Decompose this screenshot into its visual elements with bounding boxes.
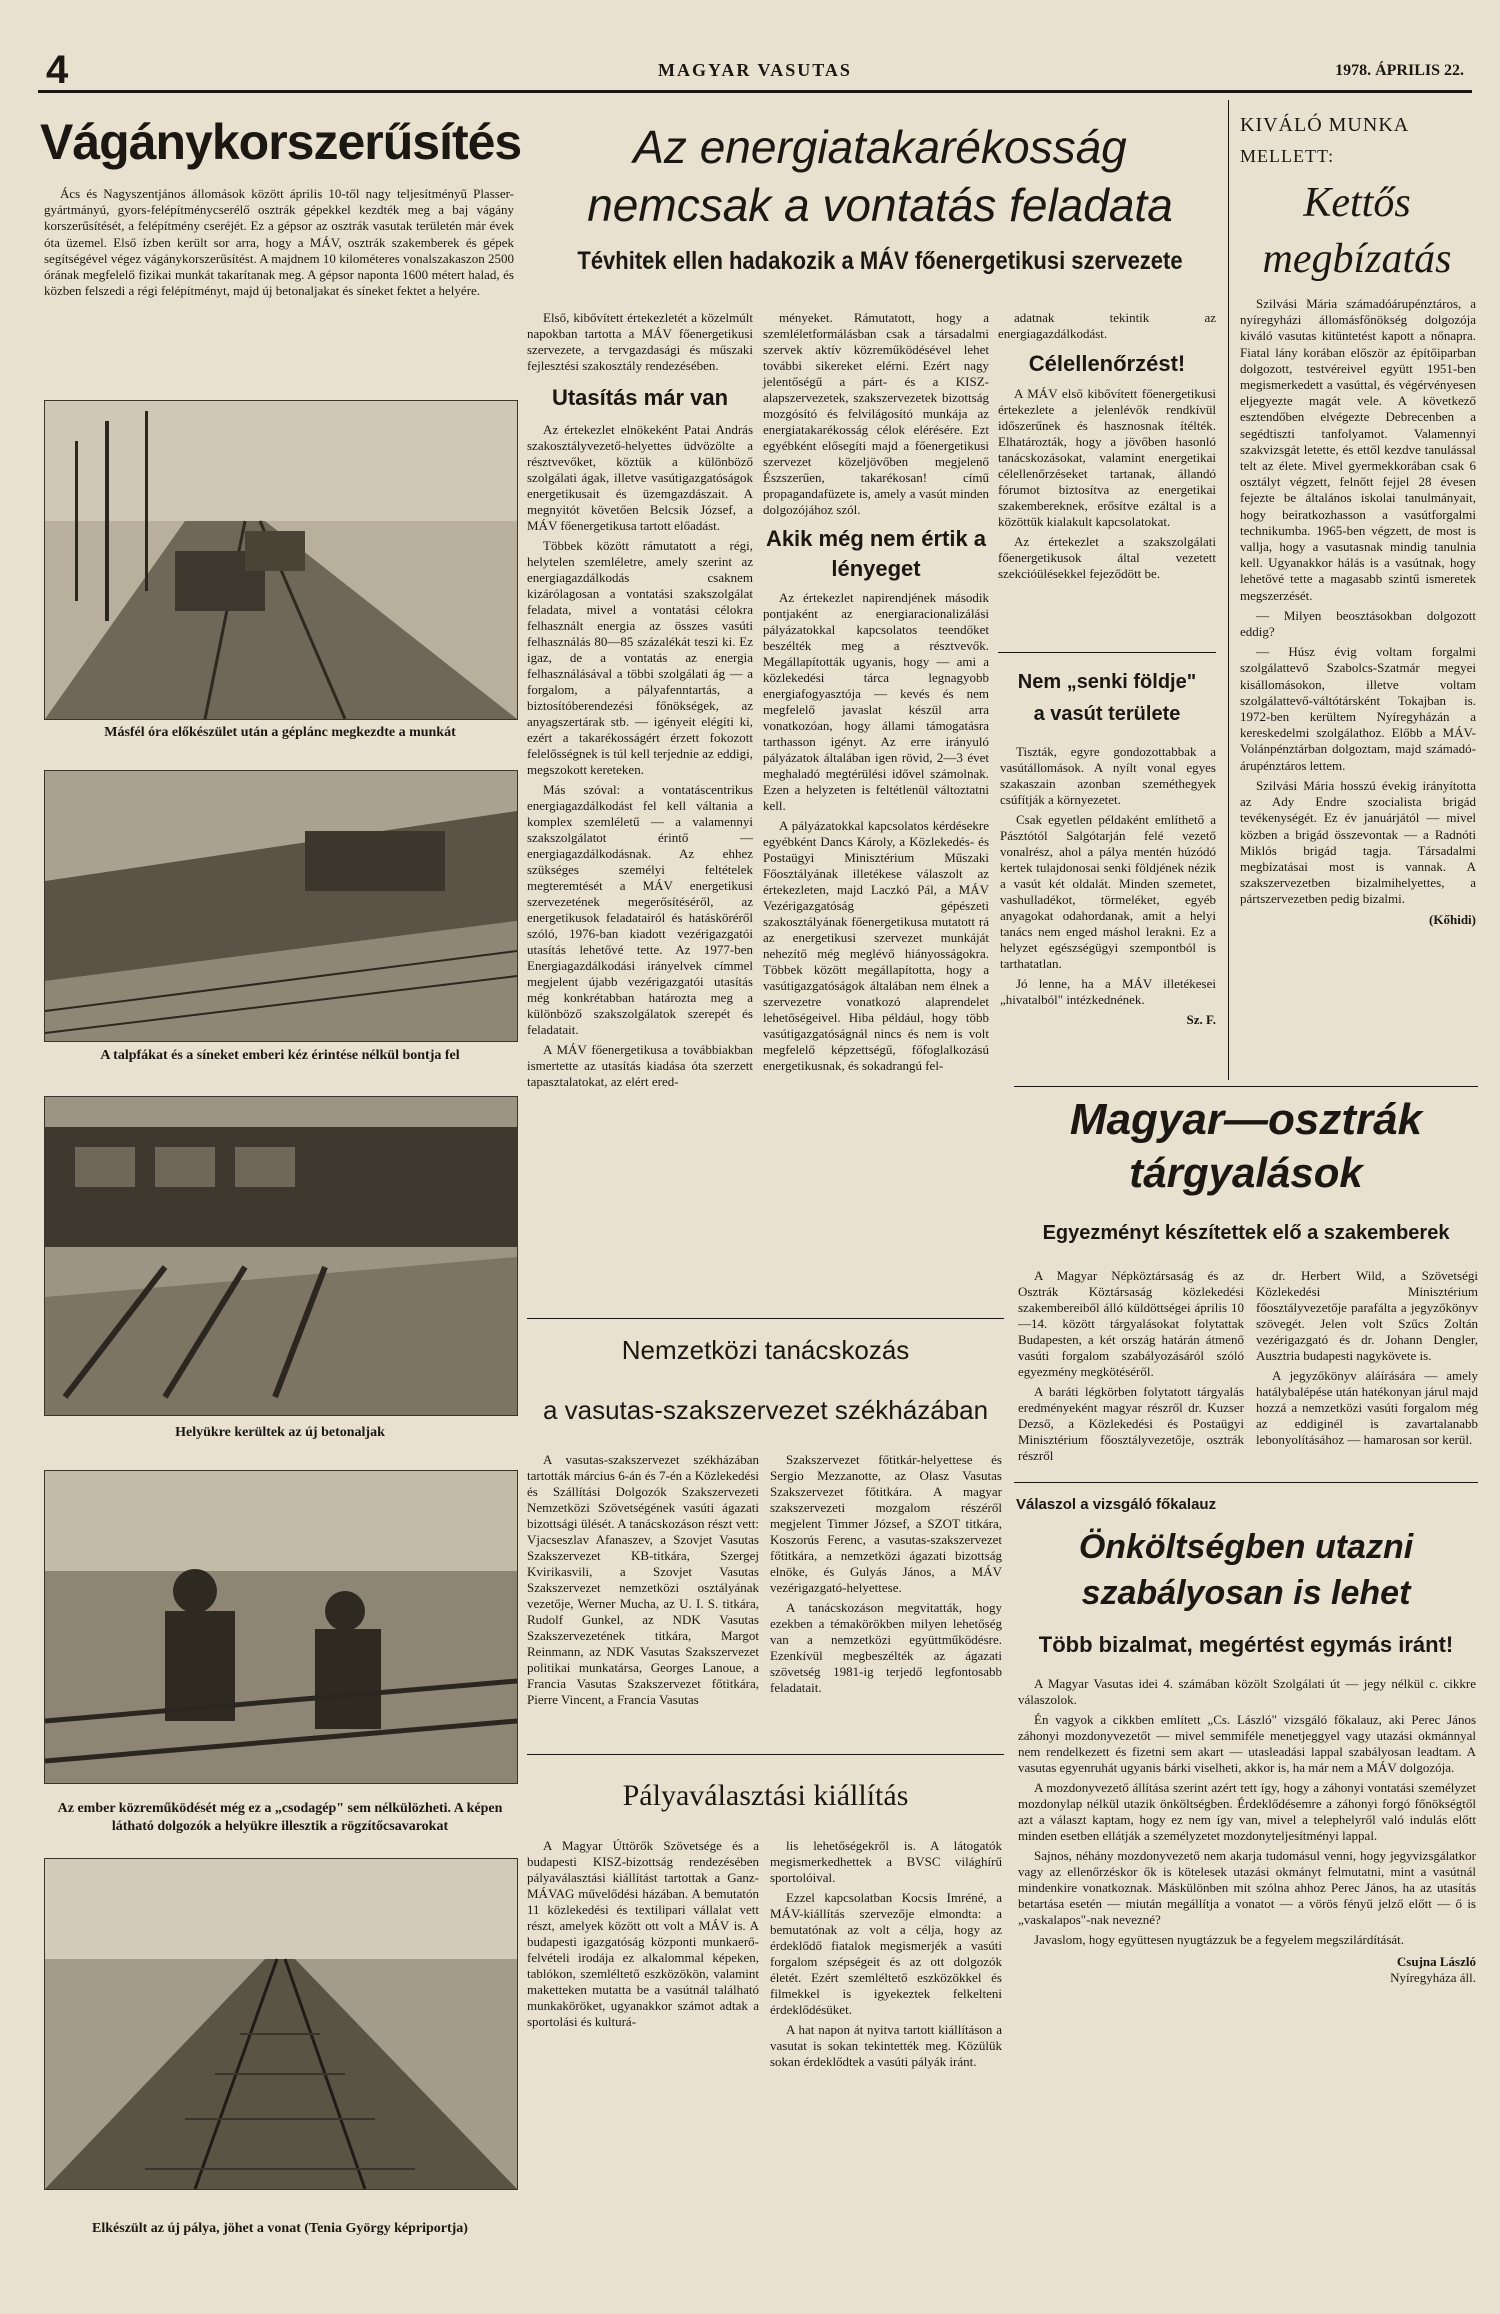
nobody-signature: Sz. F. — [1186, 1012, 1216, 1027]
caption-4: Az ember közreműködését még ez a „csodagép" sem nélkülözheti. A képen látható dolgozók a helyükre illesztik a rögzítőcsavarokat — [57, 1801, 503, 1834]
career-p4: A hat napon át nyitva tartott kiállításon a vasutat is sokan tekintették meg. Közülük sokan érdeklődtek a vasúti pályák iránt. — [770, 2022, 1002, 2069]
austrian-p2: A baráti légkörben folytatott tárgyalás eredményeként magyar részről dr. Kuzser Dezső, a Közlekedési és Postaügyi Minisztérium főosztályvezetője, osztrák részről — [1018, 1384, 1244, 1463]
energy-p8: A pályázatokkal kapcsolatos kérdésekre egyébként Dancs Károly, a Közlekedés- és Postaügyi Minisztérium Műszaki Főosztályának illetékese válaszolt az értekezleten, majd Laczkó Pál, a MÁV Vezérigazgatóság gépészeti szakosztályának főenergetikusa mutatott rá az energetikusi szervezet munkáját nehezítő még meglévő hiányosságokra. Többek között megállapította, hogy a vasútigazgatóságok általában nem élnek a szervezetre vonatkozó alaprendelet lehetőségeivel. Hiba például, hogy több vasútigazgatóságnál nincs és nem is volt megfelelő képzettségű, főfoglalkozású energetikusnak, és sokadrangú fel- — [763, 818, 989, 1073]
kivalo-p1: Szilvási Mária számadóárupénztáros, a nyíregyházi állomásfőnökség dolgozója kiváló vasutas kitüntetést kapott a nőnapra. Fiatal lány korában először az építőiparban dolgozott, testvéreivel együtt 1951-ben megismerkedett a vasúttal, és végérvényesen eljegyezte magát vele. A következő esztendőben elvégezte Debrecenben a segédtiszti tanfolyamot. Valamennyi szakvizsgát letette, és ettől kezdve tanulással telt az élete. Mivel gyermekkorában csak 6 osztályt végzett, felnőtt fejjel 28 évesen fejezte be általános iskolai tanulmányait, hogy beiratkozhasson a vasútforgalmi technikumba. 1965-ben végzett, de most is vallja, hogy a vasutasnak mindig tanulnia kell. Ugyanakkor hálás is a vasútnak, hogy lehetővé tette a magasabb szintű ismeretek megszerzését. — [1240, 296, 1476, 603]
energy-title-2: nemcsak a vontatás feladata — [587, 179, 1173, 231]
kivalo-p2: — Milyen beosztásokban dolgozott eddig? — [1240, 607, 1476, 640]
career-title: Pályaválasztási kiállítás — [622, 1779, 909, 1812]
letter-p3: A mozdonyvezető állítása szerint azért tett így, hogy a záhonyi vontatási személyzet mozdonylap nélkül utazik önköltségben. Érdeklődésemre a záhonyi forgó főnökségtől azt a választ kaptam, hogy ez nem így van, mivel a telephelyről való indulás előtt minden esetben ellátják a személyzetet mozdonyteljesítményi lappal. — [1018, 1780, 1476, 1843]
career-p1: A Magyar Úttörők Szövetsége és a budapesti KISZ-bizottság rendezésében pályaválasztási kiállítást tartottak a Ganz-MÁVAG művelődési házában. A bemutatón 11 közlekedési és textilipari vállalat vett részt, amelyek között ott volt a MÁV is. A budapesti igazgatóság központi munkaerő-felvételi irodája ez alkalommal képeken, tablókon, szemléltető eszközökön, valamint maketteken mutatta be a vasútnál található munkaköröket, ugyanakkor számot adtak a sportolási és kulturá- — [527, 1838, 759, 2029]
energy-p3: Többek között rámutatott a régi, helytelen szemléletre, amely szerint az energiagazdálkodás csaknem kizárólagosan a vontatási szakszolgálat feladata, mivel a vontatási célokra felhasznált energia az összes vasúti felhasználás 80—85 százalékát teszi ki. Ez igaz, de a vontatás az energia felhasználásával a többi szolgálati ág — a forgalom, a pályafenntartás, a biztosítóberendezési főnökségek, az anyagszertárak stb. — igényeit elégíti ki, ezért a takarékosságért érzett fokozott felelősségnek is túl kell terjednie az eddigi, megszokott kereteken. — [527, 538, 753, 777]
nobody-p2: Csak egyetlen példaként említhető a Pásztótól Salgótarján felé vezető vonalrész, ahol a pálya mentén húzódó kertek tulajdonosai senki földjének nézik a vasút két oldalát. Minden szemetet, vashulladékot, törmeléket, egyéb anyagokat odahordanak, amit a helyi tanács nem enged máshol lerakni. Ez a helyzet egészségügyi szempontból is tarthatatlan. — [1000, 812, 1216, 971]
austrian-p4: A jegyzőkönyv aláírására — amely hatálybalépése után hatékonyan járul majd hozzá a nemzetközi vasúti forgalom még az eddiginél is zavartalanabb lebonyolításához — hamarosan sor kerül. — [1256, 1368, 1478, 1447]
conference-col-2 — [770, 1452, 1002, 1700]
photo-workers-bolts — [44, 1470, 518, 1784]
nobody-title-1: Nem „senki földje" — [1017, 671, 1197, 693]
divider-austrian — [1014, 1086, 1478, 1087]
caption-3: Helyükre kerültek az új betonaljak — [175, 1425, 385, 1440]
letter-kicker: Válaszol a vizsgáló főkalauz — [1016, 1496, 1217, 1513]
kivalo-title-1: Kettős — [1303, 180, 1411, 226]
career-col-2 — [770, 1838, 1002, 2074]
career-col-1 — [527, 1838, 759, 2034]
kivalo-signature: (Kőhidi) — [1429, 911, 1476, 927]
conference-p3: A tanácskozáson megvitatták, hogy ezekben a témakörökben milyen lehetőség van a nemzetközi együttműködésre. Ezenkívül megbeszélték az ágazati szövetség 1981-ig terjedő legfontosabb feladatait. — [770, 1600, 1002, 1695]
letter-title-2: szabályosan is lehet — [1081, 1574, 1411, 1612]
letter-signature-place: Nyíregyháza áll. — [1390, 1970, 1476, 1985]
conference-p1: A vasutas-szakszervezet székházában tartották március 6-án és 7-én a Közlekedési és Szállítási Dolgozók Szakszervezeti Nemzetközi Szövetségének vasúti ágazati bizottsági ülését. A tanácskozáson részt vett: Vjacseszlav Afanaszev, a Szovjet Vasutas Szakszervezet KB-titkára, Szergej Kvirikasvili, a Szovjet Vasutas Szakszervezet nemzetközi osztályának vezetője, Werner Mucha, az U. I. S. titkára, Rudolf Gunkel, az NDK Vasutas Szakszervezetének titkára, Margot Reinmann, az NDK Vasutas Szakszervezet politikai munkatársa, Georges Lanoue, a Francia Vasutas Szakszervezet főtitkára, Pierre Vincent, a Francia Vasutas — [527, 1452, 759, 1707]
divider-conference — [527, 1318, 1004, 1319]
kivalo-kicker-2: MELLETT: — [1240, 146, 1335, 166]
letter-p1: A Magyar Vasutas idei 4. számában közölt Szolgálati út — jegy nélkül c. cikkre válaszolok. — [1018, 1676, 1476, 1707]
energy-subtitle: Tévhitek ellen hadakozik a MÁV főenergetikusi szervezete — [577, 246, 1183, 275]
caption-2: A talpfákat és a síneket emberi kéz érintése nélkül bontja fel — [100, 1048, 460, 1063]
energy-sub1: Utasítás már van — [551, 385, 729, 410]
career-p2: lis lehetőségekről is. A látogatók megismerkedhettek a BVSC világhírű sportolóival. — [770, 1838, 1002, 1885]
caption-1: Másfél óra előkészület után a géplánc megkezdte a munkát — [104, 725, 456, 740]
photo-track-dismantle — [44, 770, 518, 1042]
photo-new-track — [44, 1858, 518, 2190]
energy-p11: Az értekezlet a szakszolgálati főenergetikusok által vezetett szekcióülésekkel fejeződött be. — [998, 534, 1216, 581]
energy-p7: Az értekezlet napirendjének második pontjaként az energiaracionalizálási pályázatokkal kapcsolatos teendőket beszélték meg a résztvevők. Megállapították ugyanis, hogy — ami a közlekedési tárca legnagyobb energiafogyasztója — kevés és nem megfelelő javaslat készül arra vonatkozóan, hogy állami támogatásra tarthasson igényt. Az erre irányuló pályázatok általában igen rövid, 2—3 évet meghaladó megtérülési idővel számolnak. Ezen a helyzeten is feltétlenül változtatni kell. — [763, 590, 989, 813]
energy-col-1 — [527, 310, 753, 1094]
energy-p6: ményeket. Rámutatott, hogy a szemléletformálásban csak a társadalmi szervek aktív közreműködésével lehet további sikereket elérni. Ezért nagy jelentőségű a párt- és a KISZ-alapszervezetek, szakszervezetek bizottság mozgósító és felvilágosító munkája az energiatakarékosság célok elérésére. Ezt egyébként elősegíti majd a főenergetikusi szervezet közeljövőben megjelenő Észszerűen, takarékosan! című propagandafüzete is, amely a vasút minden dolgozójához szól. — [763, 310, 989, 517]
energy-p9: adatnak tekintik az energiagazdálkodást. — [998, 310, 1216, 341]
energy-p1: Első, kibővített értekezletét a közelmúlt napokban tartotta a MÁV főenergetikusi szervezete, a tervgazdasági és műszaki fejlesztési szakosztály rendezésében. — [527, 310, 753, 373]
conference-col-1 — [527, 1452, 759, 1712]
paper-title: MAGYAR VASUTAS — [658, 60, 852, 80]
letter-signature-name: Csujna László — [1396, 1954, 1476, 1969]
page-number: 4 — [46, 48, 69, 92]
conference-title-2: a vasutas-szakszervezet székházában — [542, 1395, 989, 1425]
kivalo-title-2: megbízatás — [1262, 236, 1452, 282]
nobody-title-2: a vasút területe — [1033, 703, 1181, 725]
energy-p2: Az értekezlet elnökeként Patai András szakosztályvezető-helyettes üdvözölte a résztvevőket, köztük a különböző szolgálati ágak, illetve vasútigazgatóságok energetikusait és üzemgazdászait. A megnyitót követően Belcsik József, a MÁV főenergetikusa tartott előadást. — [527, 422, 753, 533]
photo-image-1 — [45, 401, 517, 719]
divider-vertical — [1228, 100, 1229, 1080]
austrian-col-2 — [1256, 1268, 1478, 1452]
letter-p5: Javaslom, hogy együttesen nyugtázzuk be a fegyelem megszilárdítását. — [1034, 1932, 1405, 1947]
divider-nobody — [998, 652, 1216, 653]
energy-p4: Más szóval: a vontatáscentrikus energiagazdálkodást fel kell váltania a komplex szemléletű — a valamennyi szakszolgálatot érintő — energiagazdálkodásnak. Az ehhez szükséges személyi feltételek megteremtését a MÁV energetikusi szervezetének megerősítéséről, az energetikusok feladatairól és hatásköréről szóló, 1976-ban kiadott vezérigazgatói utasítás lehetővé tette. Az 1977-ben Energiagazdálkodási irányelvek címmel megjelent újabb vezérigazgatói utasítás még konkrétabban határozta meg a különböző szakszolgálatok szerepét és feladatait. — [527, 782, 753, 1037]
conference-title-1: Nemzetközi tanácskozás — [621, 1335, 910, 1365]
divider-career — [527, 1754, 1004, 1755]
energy-p10: A MÁV első kibővített főenergetikusi értekezlete a jelenlévők rendkívül időszerűnek és hasznosnak ítélték. Elhatározták, hogy a jövőben hasonló tanácskozásokat, valamint energetikai célellenőrzéseket tartanak, állandó fórumot biztosítva az energetikai szakembereknek, erősítve ezáltal is a közöttük kialakult kapcsolatokat. — [998, 386, 1216, 529]
track-article-title: Vágánykorszerűsítés — [40, 114, 522, 170]
energy-sub2: Akik még nem értik a lényeget — [765, 526, 987, 581]
kivalo-body — [1240, 296, 1476, 928]
conference-p2: Szakszervezet főtitkár-helyettese és Sergio Mezzanotte, az Olasz Vasutas Szakszervezet főtitkára. A magyar szakszervezeti mozgalom részéről megjelent Timmer József, a SZOT titkára, Koszorús Ferenc, a vasutas-szakszervezet főtitkára, a nemzetközi ágazati bizottság elnöke, és Gulyás János, a MÁV vezérigazgató-helyettese. — [770, 1452, 1002, 1595]
photo-image-2 — [45, 771, 517, 1041]
austrian-subtitle: Egyezményt készítettek elő a szakemberek — [1042, 1222, 1450, 1244]
photo-image-4 — [45, 1471, 517, 1783]
track-article-intro — [44, 186, 514, 303]
energy-col-3 — [998, 310, 1216, 586]
austrian-p1: A Magyar Népköztársaság és az Osztrák Köztársaság közlekedési szakembereiből álló küldöttségei április 10—14. között tárgyalásokat folytattak Budapesten, a két ország határán átmenő vasúti forgalom szabályozásáról szóló egyezmény megkötéséről. — [1018, 1268, 1244, 1379]
austrian-title-2: tárgyalások — [1129, 1149, 1363, 1196]
austrian-p3: dr. Herbert Wild, a Szövetségi Közlekedési Minisztérium főosztályvezetője parafálta a jegyzőkönyv szövegét. Jelen volt Szűcs Zoltán vezérigazgató és dr. Johann Dengler, Ausztria budapesti nagykövete is. — [1256, 1268, 1478, 1363]
kivalo-kicker-1: KIVÁLÓ MUNKA — [1240, 114, 1410, 136]
page-header — [38, 48, 1472, 93]
nobody-body — [1000, 744, 1216, 1028]
letter-subtitle: Több bizalmat, megértést egymás iránt! — [1038, 1632, 1454, 1657]
photo-track-machine-start — [44, 400, 518, 720]
nobody-p1: Tiszták, egyre gondozottabbak a vasútállomások. A nyílt vonal egyes szakaszain azonban szeméthegyek csúfítják a környezetet. — [1000, 744, 1216, 807]
issue-date: 1978. ÁPRILIS 22. — [1335, 62, 1464, 79]
letter-p4: Sajnos, néhány mozdonyvezető nem akarja tudomásul venni, hogy jegyvizsgálatkor vagy az ellenőrzéskor ők is kötelesek utazási okmányt felmutatni, mint a vasútnál mindenkire vonatkoznak. Máskülönben mit szólna ahhoz Perec János, ha az utasítás betartása esetén — miután megállítja a vonatot — a vörös fényű jelző előtt — ő is „vaskalapos"-nak nevezné? — [1018, 1848, 1476, 1927]
energy-col-2 — [763, 310, 989, 1078]
photo-concrete-sleepers — [44, 1096, 518, 1416]
energy-title-1: Az energiatakarékosság — [633, 121, 1127, 173]
letter-title-1: Önköltségben utazni — [1078, 1528, 1414, 1566]
divider-letter — [1014, 1482, 1478, 1483]
kivalo-p3: — Húsz évig voltam forgalmi szolgálattevő Szabolcs-Szatmár megyei kisállomásokon, illetve voltam szolgálattevő-váltótársként Tokajban is. 1972-ben kerültem Nyíregyházán a kereskedelmi szolgálathoz. Előbb a MÁV-Volánpénztárban dolgoztam, majd számadó-árupénztáros lettem. — [1240, 644, 1476, 773]
energy-sub3: Célellenőrzést! — [1028, 351, 1186, 376]
caption-5: Elkészült az új pálya, jöhet a vonat (Tenia György képriportja) — [92, 2221, 468, 2236]
austrian-col-1 — [1018, 1268, 1244, 1468]
career-p3: Ezzel kapcsolatban Kocsis Imréné, a MÁV-kiállítás szervezője elmondta: a bemutatónak az volt a célja, hogy az érdeklődő fiatalok megismerjék a vasúti forgalom szépségeit és az ott dolgozók életét. Ezért szemléltető eszközökkel és filmekkel is igyekeztek felkelteni érdeklődésüket. — [770, 1890, 1002, 2017]
photo-image-5 — [45, 1859, 517, 2189]
track-intro-text: Ács és Nagyszentjános állomások között április 10-től nagy teljesítményű Plasser-gyártmányú, gyors-felépítménycserélő osztrák gépekkel kezdték meg a baj vágány korszerűsítését, a felépítmény cseréjét. Ez a gépsor az osztrák vasutak területén már évek óta üzemel. Első ízben került sor arra, hogy a MÁV, osztrák szakemberek és gépek segítségével végez vágánykorszerűsítést. A majdnem 10 kilométeres vonalszakaszon 2500 órának megfelelő fizikai munkát takarítanak meg. A gépsor naponta 1600 métert halad, és közben felszedi a régi felépítményt, majd új betonaljakat és síneket fektet a helyére. — [44, 186, 514, 299]
letter-p2: Én vagyok a cikkben említett „Cs. László" vizsgáló főkalauz, aki Perec János záhonyi mozdonyvezetőt — mivel semmiféle menetjeggyel vagy utazási okmánnyal nem rendelkezett és fizetni sem akart — utasleadási lappal szabályosan leadtam. A vasutas egyenruhát ugyanis bárki viselheti, akkor is, ha már nem a MÁV dolgozója. — [1018, 1712, 1476, 1775]
letter-body — [1018, 1676, 1476, 1986]
nobody-p3: Jó lenne, ha a MÁV illetékesei „hivatalból" intézkednének. — [1000, 976, 1216, 1007]
energy-p5: A MÁV főenergetikusa a továbbiakban ismertette az utasítás kiadása óta szerzett tapasztalatokat, az elért ered- — [527, 1042, 753, 1089]
photo-image-3 — [45, 1097, 517, 1415]
austrian-title-1: Magyar—osztrák — [1069, 1095, 1423, 1144]
kivalo-p4: Szilvási Mária hosszú évekig irányította az Ady Endre szocialista brigád tevékenységét. Ez év januárjától — mivel közben a brigád összevontak — a Radnóti Miklós brigád tagja. Társadalmi megbízatásai most is vannak. A szakszervezetben bizalmihelyettes, a pártszervezetben pedig bizalmi. — [1240, 777, 1476, 907]
